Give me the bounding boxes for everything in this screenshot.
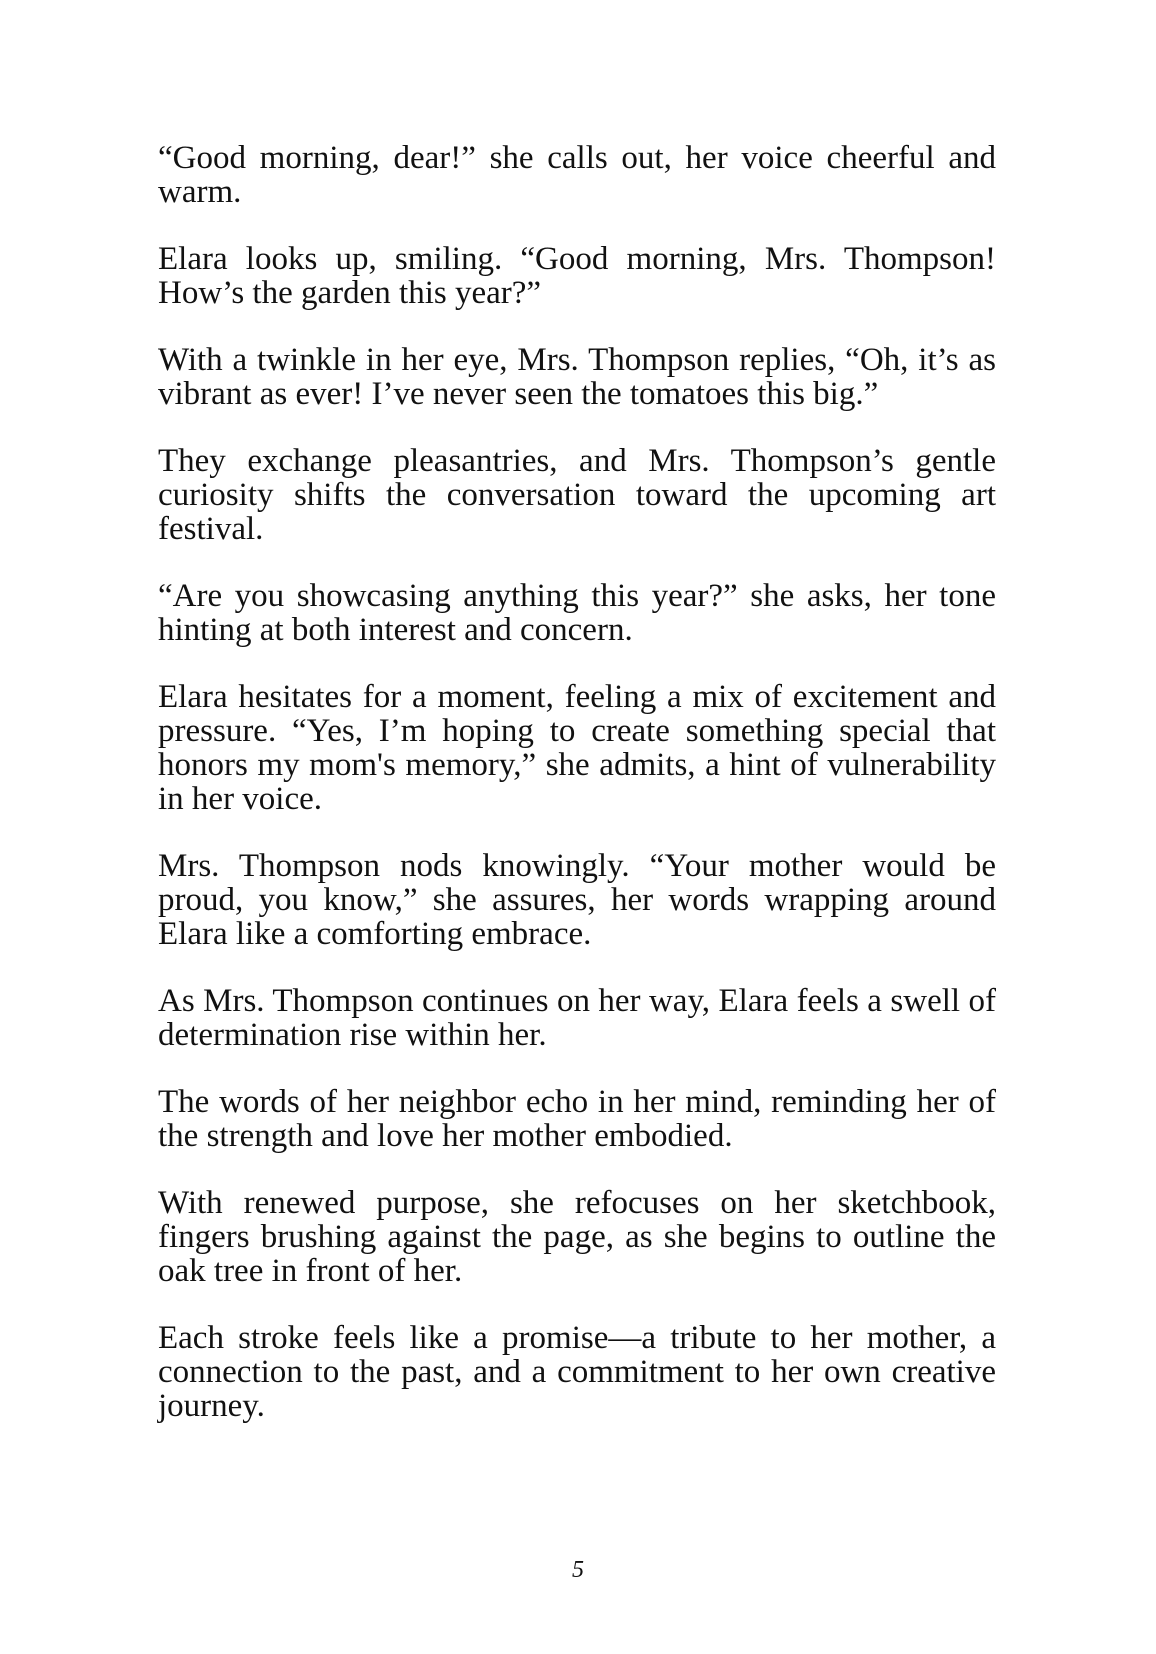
paragraph: “Are you showcasing anything this year?” she asks, her tone hinting at both interest and concern. xyxy=(158,578,996,648)
paragraph: With renewed purpose, she refocuses on her sketchbook, fingers brushing against the page, as she begins to outline the oak tree in front of her. xyxy=(158,1185,996,1289)
paragraph: With a twinkle in her eye, Mrs. Thompson replies, “Oh, it’s as vibrant as ever! I’ve never seen the tomatoes this big.” xyxy=(158,342,996,412)
paragraph: As Mrs. Thompson continues on her way, Elara feels a swell of determination rise within her. xyxy=(158,983,996,1053)
paragraph: Each stroke feels like a promise—a tribute to her mother, a connection to the past, and a commitment to her own creative journey. xyxy=(158,1320,996,1424)
paragraph: They exchange pleasantries, and Mrs. Thompson’s gentle curiosity shifts the conversation toward the upcoming art festival. xyxy=(158,443,996,547)
paragraph: “Good morning, dear!” she calls out, her voice cheerful and warm. xyxy=(158,140,996,210)
page-number: 5 xyxy=(572,1557,584,1583)
body-text xyxy=(158,141,996,1456)
paragraph: The words of her neighbor echo in her mind, reminding her of the strength and love her mother embodied. xyxy=(158,1084,996,1154)
paragraph: Elara hesitates for a moment, feeling a mix of excitement and pressure. “Yes, I’m hoping to create something special that honors my mom's memory,” she admits, a hint of vulnerability in her voice. xyxy=(158,679,996,817)
paragraph: Elara looks up, smiling. “Good morning, Mrs. Thompson! How’s the garden this year?” xyxy=(158,241,996,311)
paragraph: Mrs. Thompson nods knowingly. “Your mother would be proud, you know,” she assures, her words wrapping around Elara like a comforting embrace. xyxy=(158,848,996,952)
